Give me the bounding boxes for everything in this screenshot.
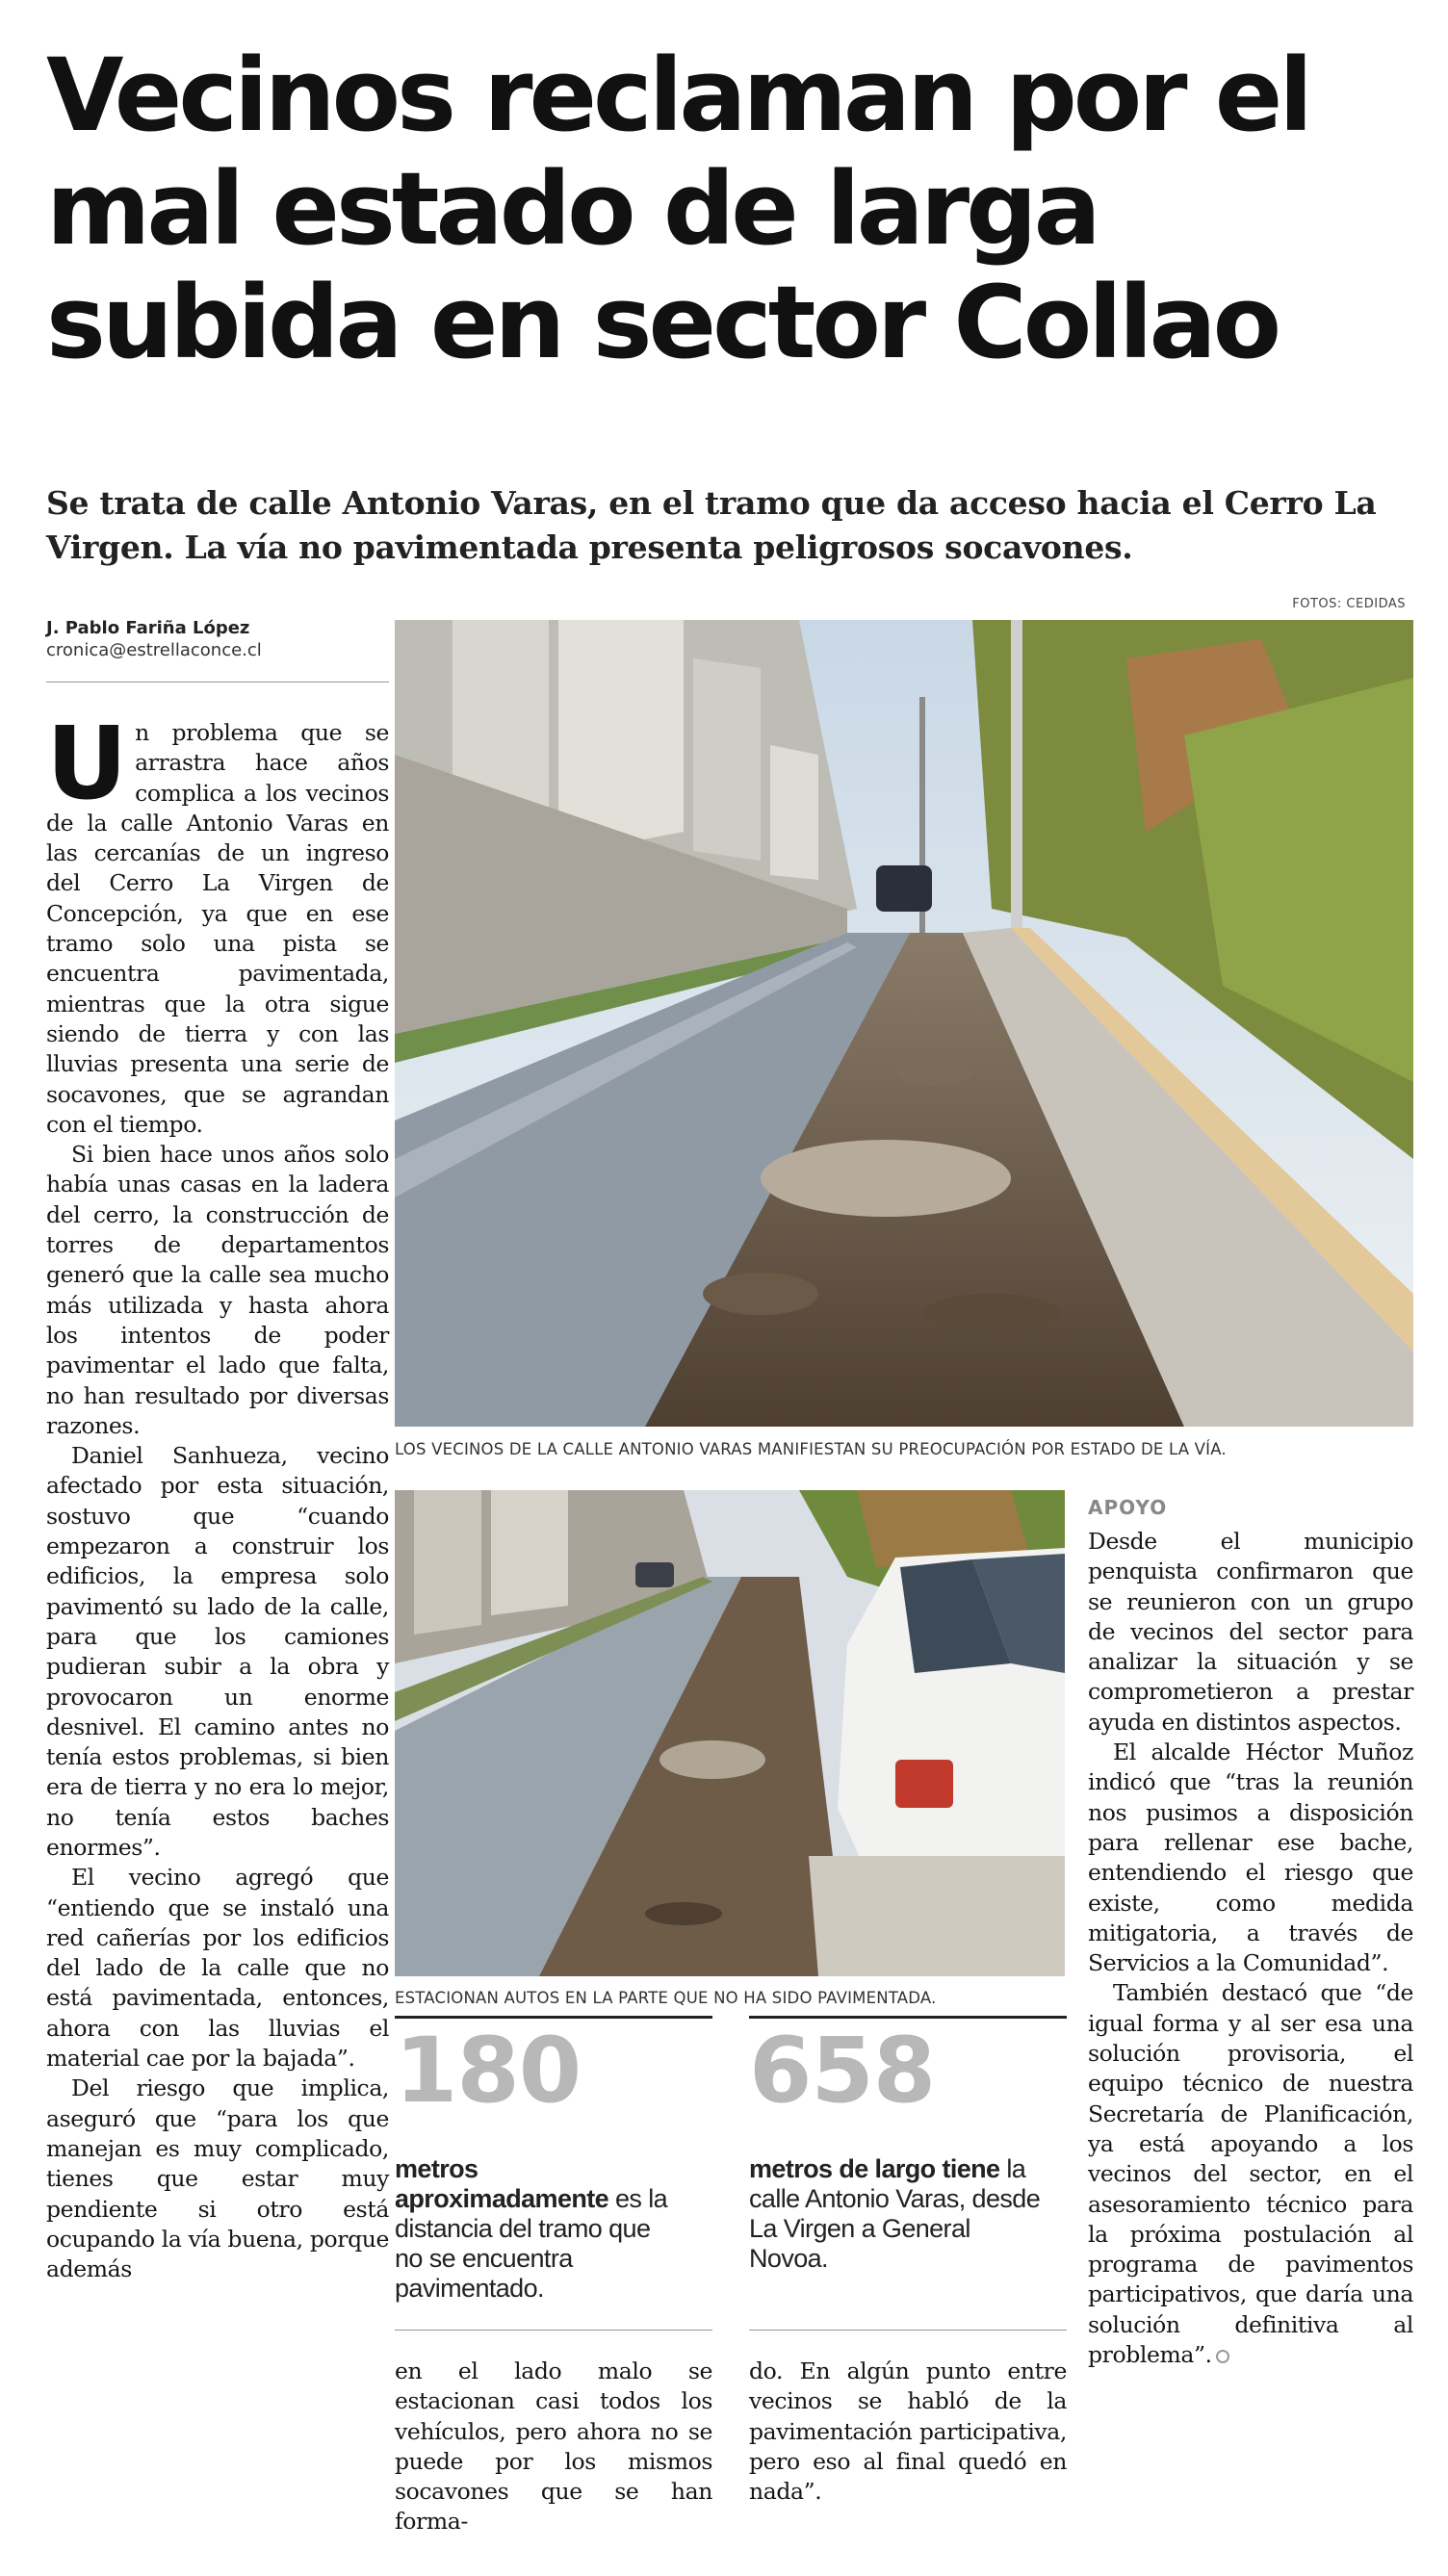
body-paragraph: El alcalde Héctor Muñoz indicó que “tras la reunión nos pusimos a disposición para rellenar ese bache, entendiendo el riesgo que existe, como medida mitigatoria, a través de Servicios a la Comunidad”. (1088, 1739, 1413, 1977)
body-paragraph: El vecino agregó que “entiendo que se instaló una red cañerías por los edificios del lado de la calle que no está pavimentada, entonces, ahora con las lluvias el material cae por la bajada”. (46, 1864, 389, 2073)
stat-bold-text: metros de largo tiene (749, 2154, 1000, 2183)
stat-bottom-divider (749, 2330, 1067, 2331)
photo-credit: FOTOS: CEDIDAS (1292, 597, 1406, 611)
byline-divider (46, 682, 389, 683)
stat-plain-text: es la distancia del tramo que no se encuentra pavimentado. (395, 2184, 668, 2303)
headline: Vecinos reclaman por el mal estado de larga subida en sector Collao (46, 37, 1309, 381)
body-paragraph: Daniel Sanhueza, vecino afectado por esta situación, sostuvo que “cuando empezaron a construir los edificios, la empresa solo pavimentó su lado de la calle, para que los camiones pudieran subir a la obra y provocaron un enorme desnivel. El camino antes no tenía estos problemas, si bien era de tierra y no era lo mejor, no tenía estos baches enormes”. (46, 1442, 389, 1861)
second-photo (395, 1490, 1065, 1976)
body-column-4 (1088, 1527, 1413, 2370)
main-photo-caption: LOS VECINOS DE LA CALLE ANTONIO VARAS MANIFIESTAN SU PREOCUPACIÓN POR ESTADO DE LA VÍA. (395, 1440, 1227, 1458)
body-paragraph (1088, 1978, 1413, 2370)
deck: Se trata de calle Antonio Varas, en el tramo que da acceso hacia el Cerro La Virgen. La vía no pavimentada presenta peligrosos socavones. (46, 484, 1377, 566)
stat-bold-text: metros aproximadamente (395, 2154, 609, 2213)
stat-number-180: 180 (395, 2019, 582, 2124)
body-paragraph: Del riesgo que implica, aseguró que “para los que manejan es muy complicado, tienes que estar muy pendiente si otro está ocupando la vía buena, porque además (46, 2074, 389, 2283)
body-paragraph (46, 705, 389, 1140)
body-paragraph: Desde el municipio penquista confirmaron que se reunieron con un grupo de vecinos del sector para analizar la situación y se comprometieron a prestar ayuda en distintos aspectos. (1088, 1528, 1413, 1736)
stat-plain-text: la calle Antonio Varas, desde La Virgen a General Novoa. (749, 2154, 1041, 2273)
main-photo (395, 620, 1413, 1427)
stat-description-658 (749, 2154, 1047, 2274)
drop-cap: U (46, 705, 128, 822)
second-photo-caption: ESTACIONAN AUTOS EN LA PARTE QUE NO HA SIDO PAVIMENTADA. (395, 1989, 937, 2007)
section-label-apoyo: APOYO (1088, 1496, 1168, 1519)
stat-bottom-divider (395, 2330, 712, 2331)
stat-description-180 (395, 2154, 684, 2304)
body-paragraph-text: n problema que se arrastra hace años complica a los vecinos de la calle Antonio Varas en las cercanías de un ingreso del Cerro La Virgen de Concepción, ya que en ese tramo solo una pista se encuentra pavimentada, mientras que la otra sigue siendo de tierra y con las lluvias presenta una serie de socavones, que se agrandan con el tiempo. (46, 719, 389, 1138)
byline-author: J. Pablo Fariña López (46, 618, 250, 638)
byline-email[interactable]: cronica@estrellaconce.cl (46, 640, 262, 660)
body-paragraph: do. En algún punto entre vecinos se habló de la pavimentación participativa, pero eso al final quedó en nada”. (749, 2357, 1067, 2506)
body-column-3 (749, 2357, 1067, 2507)
street-photo-illustration (395, 620, 1413, 1427)
parked-car-photo-illustration (395, 1490, 1065, 1976)
stat-number-658: 658 (749, 2019, 936, 2124)
body-column-1 (46, 705, 389, 2284)
end-mark-icon (1216, 2350, 1229, 2363)
byline (46, 618, 389, 660)
body-paragraph-text: También destacó que “de igual forma y al ser esa una solución provisoria, el equipo técnico de nuestra Secretaría de Planificación, ya está apoyando a los vecinos del sector, en el asesoramiento técnico para la próxima postulación al programa de pavimentos participativos, que daría una solución definitiva al problema”. (1088, 1979, 1413, 2369)
body-paragraph: Si bien hace unos años solo había unas casas en la ladera del cerro, la construcción de torres de departamentos generó que la calle sea mucho más utilizada y hasta ahora los intentos de poder pavimentar el lado que falta, no han resultado por diversas razones. (46, 1141, 389, 1439)
body-paragraph: en el lado malo se estacionan casi todos los vehículos, pero ahora no se puede por los mismos socavones que se han forma- (395, 2357, 712, 2536)
body-column-2 (395, 2357, 712, 2537)
